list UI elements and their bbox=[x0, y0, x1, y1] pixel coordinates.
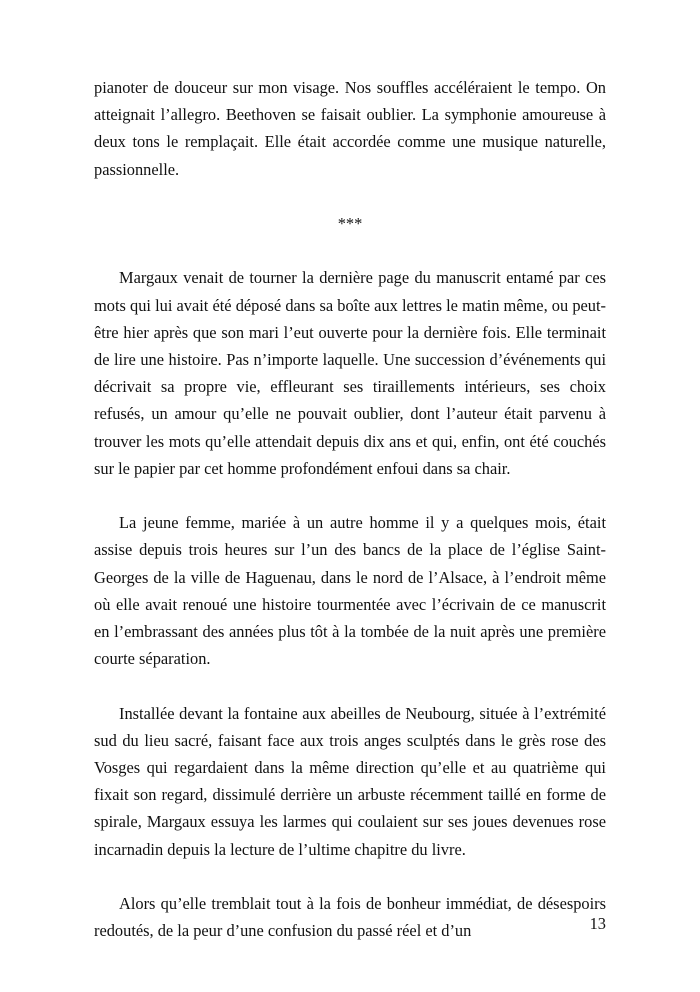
spacer bbox=[94, 863, 606, 890]
paragraph-2: Margaux venait de tourner la dernière page du manuscrit entamé par ces mots qui lui avait été déposé dans sa boîte aux lettres le matin même, ou peut-être hier après que son mari l’eut ouverte pour la dernière fois. Elle terminait de lire une histoire. Pas n’importe laquelle. Une succession d’événements qui décrivait sa propre vie, effleurant ses tiraillements intérieurs, ses choix refusés, un amour qu’elle ne pouvait oublier, dont l’auteur était parvenu à trouver les mots qu’elle attendait depuis dix ans et qui, enfin, ont été couchés sur le papier par cet homme profondément enfoui dans sa chair. bbox=[94, 268, 606, 478]
spacer bbox=[94, 672, 606, 699]
page-number: 13 bbox=[589, 914, 606, 933]
spacer bbox=[94, 482, 606, 509]
spacer bbox=[94, 183, 606, 210]
paragraph-3: La jeune femme, mariée à un autre homme il y a quelques mois, était assise depuis trois heures sur l’un des bancs de la place de l’église Saint-Georges de la ville de Haguenau, dans le nord de l’Alsace, à l’endroit même où elle avait renoué une histoire tourmentée avec l’écrivain de ce manuscrit en l’embrassant des années plus tôt à la tombée de la nuit après une première courte séparation. bbox=[94, 513, 606, 669]
paragraph-4: Installée devant la fontaine aux abeilles de Neubourg, située à l’extrémité sud du lieu sacré, faisant face aux trois anges sculptés dans le grès rose des Vosges qui regardaient dans la même direction qu’elle et au quatrième qui fixait son regard, dissimulé derrière un arbuste récemment taillé en forme de spirale, Margaux essuya les larmes qui coulaient sur ses joues devenues rose incarnadin depuis la lecture de l’ultime chapitre du livre. bbox=[94, 703, 606, 859]
page-body bbox=[94, 74, 606, 944]
section-separator: *** bbox=[337, 214, 363, 233]
paragraph-5: Alors qu’elle tremblait tout à la fois de bonheur immédiat, de désespoirs redoutés, de la peur d’une confusion du passé réel et d’un bbox=[94, 894, 606, 941]
paragraph-1: pianoter de douceur sur mon visage. Nos souffles accéléraient le tempo. On atteignait l’allegro. Beethoven se faisait oublier. La symphonie amoureuse à deux tons le remplaçait. Elle était accordée comme une musique naturelle, passionnelle. bbox=[94, 78, 606, 179]
spacer bbox=[94, 237, 606, 264]
